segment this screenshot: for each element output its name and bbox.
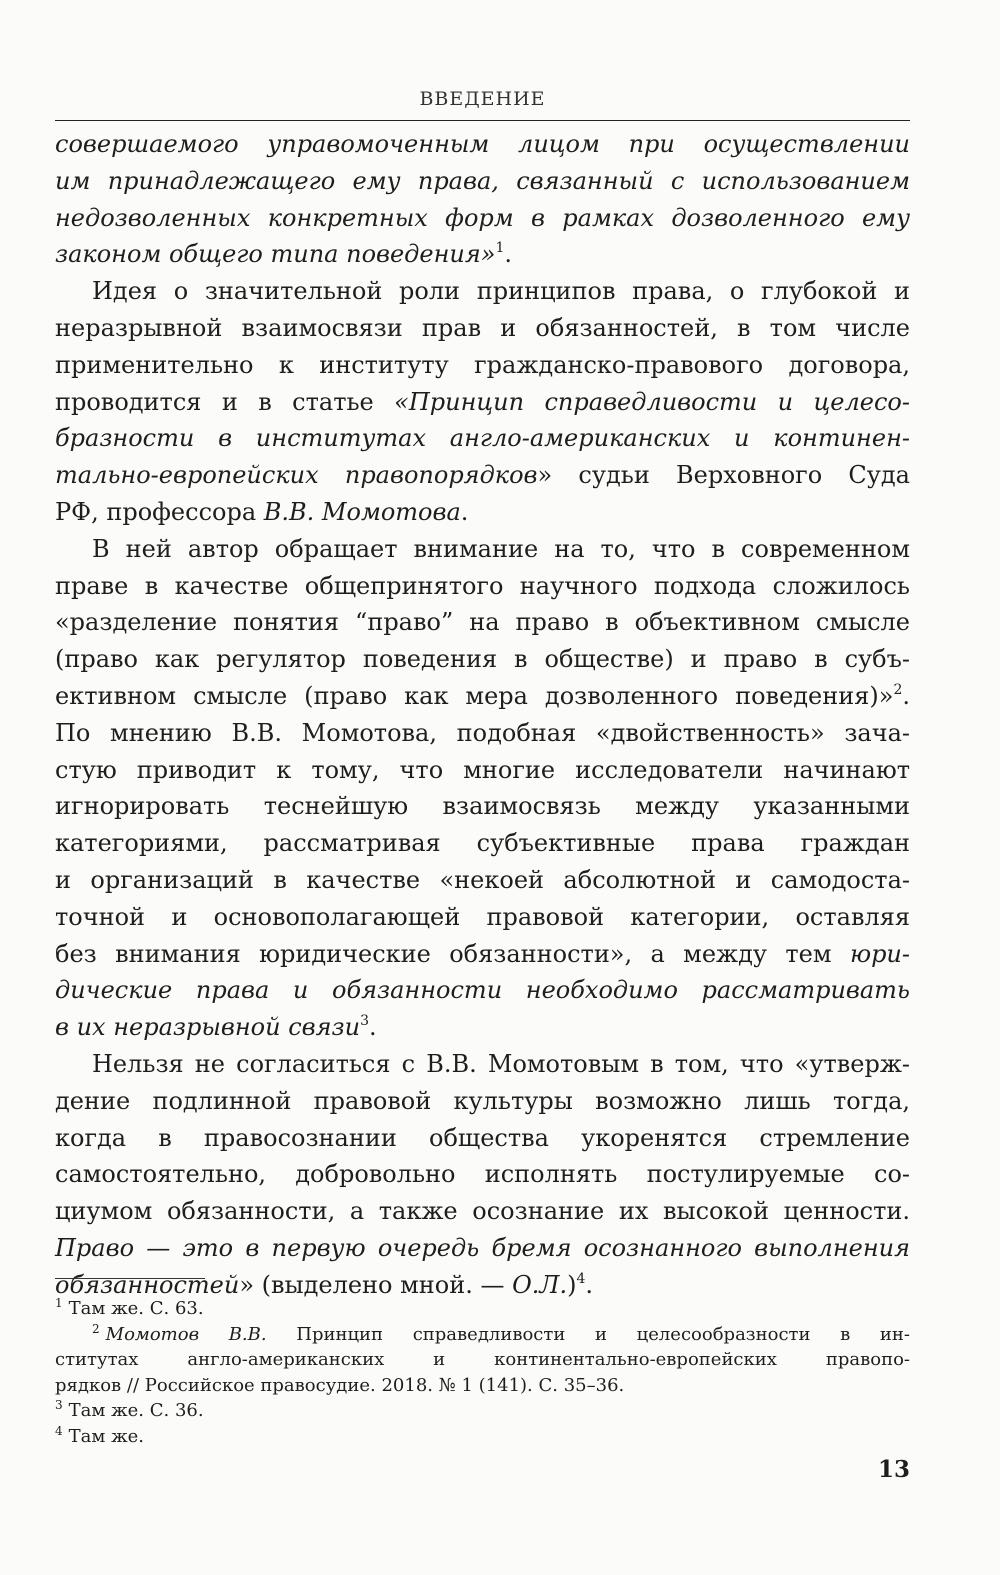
text-line: Нельзя не согласиться с В.В. Момотовым в том, что «утверж- xyxy=(92,1049,910,1078)
footnote xyxy=(55,1398,910,1424)
footnote xyxy=(55,1424,910,1450)
footnote-ref: 1 xyxy=(495,240,505,257)
footnote-ref: 3 xyxy=(360,1013,369,1030)
text-line: циумом обязанности, а также осознание их высокой ценности. xyxy=(55,1197,910,1226)
text-line xyxy=(55,678,910,715)
footnote-number: 4 xyxy=(55,1423,63,1438)
text-line: и организаций в качестве «некоей абсолютной и самодоста- xyxy=(55,865,910,894)
paragraph xyxy=(55,273,910,531)
text-fragment: «Принцип справедливости и целесо- xyxy=(394,387,910,416)
text-line: применительно к институту гражданско-правового договора, xyxy=(55,350,910,379)
footnote-ref: 2 xyxy=(893,681,903,698)
text-line: категориями, рассматривая субъективные права граждан xyxy=(55,829,910,858)
text-line: «разделение понятия “право” на право в объективном смысле xyxy=(55,608,910,637)
text-line: законом общего типа поведения»$^1$. xyxy=(55,240,512,269)
text-fragment: » (выделено мной. — xyxy=(239,1270,513,1299)
footnote-ref: 4 xyxy=(576,1270,586,1287)
text-fragment: . xyxy=(902,681,910,710)
paragraph xyxy=(55,1046,910,1304)
text-line xyxy=(55,936,910,973)
footnote xyxy=(55,1322,910,1399)
text-fragment: . xyxy=(585,1270,594,1299)
text-line: Право — это в первую очередь бремя осознанного выполнения xyxy=(55,1233,910,1262)
text-line: Идея о значительной роли принципов права, о глубокой и xyxy=(92,277,910,306)
text-line: недозволенных конкретных форм в рамках дозволенного ему xyxy=(55,203,910,232)
text-fragment: проводится и в статье xyxy=(55,387,395,416)
text-line: ститутах англо-американских и континентально-европейских правопо- xyxy=(55,1349,910,1370)
text-fragment: юри- xyxy=(849,939,910,968)
text-line xyxy=(55,384,910,421)
text-line: им принадлежащего ему права, связанный с использованием xyxy=(55,166,910,195)
header-divider xyxy=(55,120,910,121)
paragraph xyxy=(55,531,910,1046)
main-text xyxy=(55,126,910,1304)
paragraph-continuation xyxy=(55,126,910,273)
footnote-number: 2 xyxy=(92,1321,100,1336)
text-fragment: законом общего типа поведения» xyxy=(55,240,496,269)
text-fragment: » судьи Верховного Суда xyxy=(537,461,910,490)
text-line: рядков // Российское правосудие. 2018. № 1 (141). С. 35–36. xyxy=(55,1374,625,1396)
text-fragment: . xyxy=(460,497,469,526)
text-line: неразрывной взаимосвязи прав и обязанностей, в том числе xyxy=(55,313,910,342)
footnote-text: Там же. С. 63. xyxy=(68,1298,204,1319)
footnote-number: 3 xyxy=(55,1398,63,1412)
text-fragment: ) xyxy=(567,1270,577,1299)
text-line: бразности в институтах англо-американских и континен- xyxy=(55,424,910,453)
footnote xyxy=(55,1296,910,1322)
text-fragment: Принцип справедливости и целесообразности в ин- xyxy=(266,1323,911,1345)
footnote-divider xyxy=(55,1278,205,1279)
text-fragment: в их неразрывной связи xyxy=(55,1013,361,1042)
footnote-text: Там же. С. 36. xyxy=(68,1400,204,1421)
text-line: праве в качестве общепринятого научного подхода сложилось xyxy=(55,571,910,600)
text-line: стую приводит к тому, что многие исследователи начинают xyxy=(55,755,910,784)
text-line: игнорировать теснейшую взаимосвязь между указанными xyxy=(55,792,910,821)
footnote-number: 1 xyxy=(55,1296,63,1310)
footnote-author: Момотов В.В. xyxy=(105,1323,267,1345)
text-line xyxy=(55,1009,910,1046)
text-line: дические права и обязанности необходимо рассматривать xyxy=(55,976,910,1005)
text-fragment: РФ, профессора xyxy=(55,497,264,526)
text-line xyxy=(55,457,910,494)
text-line: самостоятельно, добровольно исполнять постулируемые со- xyxy=(55,1160,910,1189)
page-number: 13 xyxy=(877,1456,910,1483)
text-line: дение подлинной правовой культуры возможно лишь тогда, xyxy=(55,1086,910,1115)
running-header: ВВЕДЕНИЕ xyxy=(419,88,546,110)
text-fragment: О.Л. xyxy=(512,1270,568,1299)
text-line xyxy=(55,1322,910,1348)
text-fragment: без внимания юридические обязанности», а между тем xyxy=(55,939,850,968)
text-line: точной и основополагающей правовой категории, оставляя xyxy=(55,902,910,931)
text-line: В ней автор обращает внимание на то, что в современном xyxy=(92,534,910,563)
text-fragment: В.В. Момотова xyxy=(263,497,461,526)
text-line xyxy=(55,494,910,531)
text-fragment: ективном смысле (право как мера дозволенного поведения)» xyxy=(55,681,894,710)
footnotes xyxy=(55,1296,910,1449)
footnote-text: Там же. xyxy=(68,1425,145,1447)
text-line: совершаемого управомоченным лицом при осуществлении xyxy=(55,130,910,158)
text-fragment: тально-европейских правопорядков xyxy=(55,461,538,490)
text-line: По мнению В.В. Момотова, подобная «двойственность» зача- xyxy=(55,718,910,747)
text-line: (право как регулятор поведения в обществе) и право в субъ- xyxy=(55,645,910,674)
text-fragment: . xyxy=(368,1013,377,1042)
text-line: когда в правосознании общества укоренятся стремление xyxy=(55,1123,910,1152)
text-fragment: обязанностей xyxy=(55,1270,240,1299)
